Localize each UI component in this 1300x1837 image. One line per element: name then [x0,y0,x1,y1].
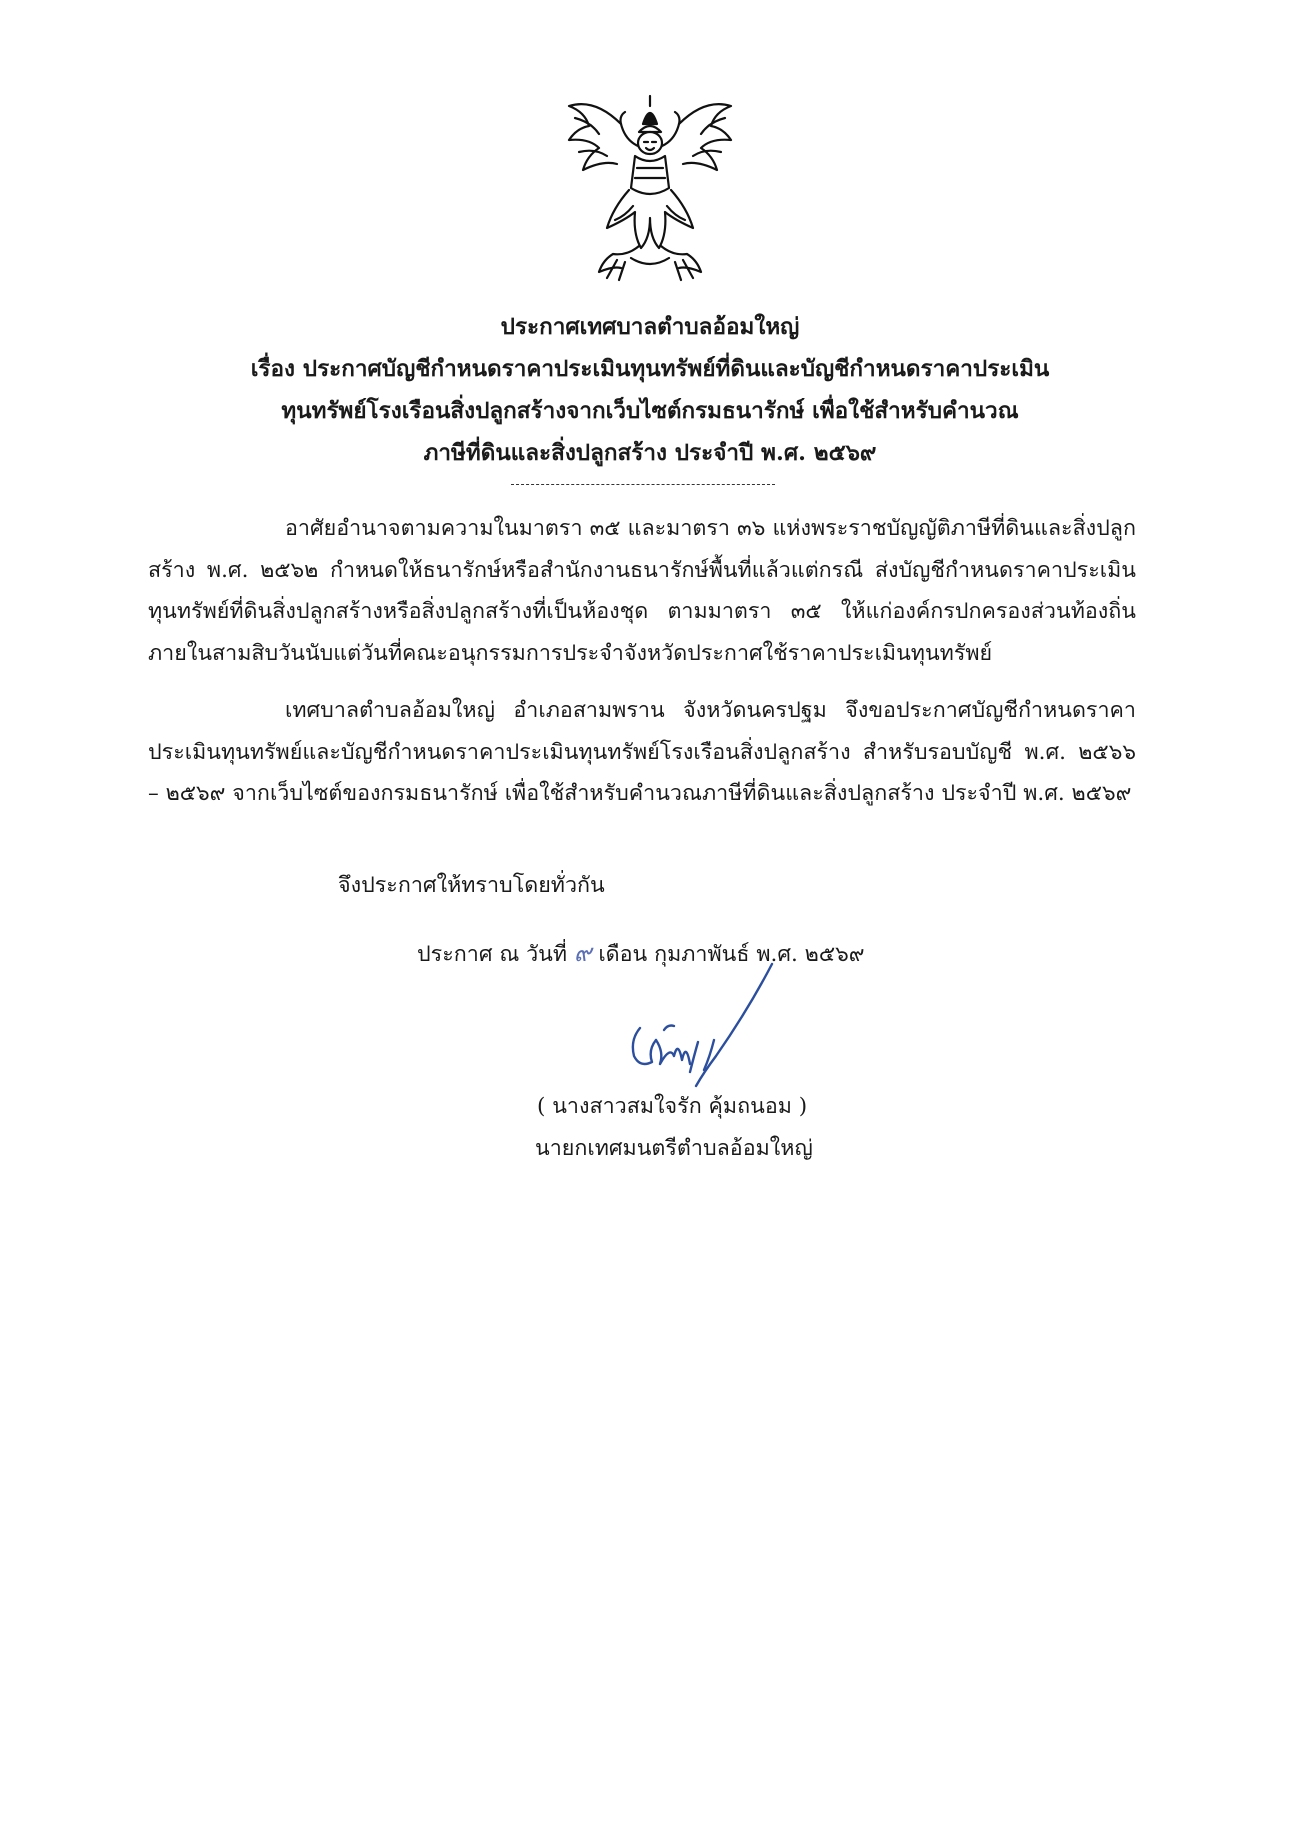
title-line-3: ทุนทรัพย์โรงเรือนสิ่งปลูกสร้างจากเว็บไซต์กรมธนารักษ์ เพื่อใช้สำหรับคำนวณ [281,398,1019,424]
date-day-handwritten: ๙ [573,939,592,967]
body-paragraph-2-text: เทศบาลตำบลอ้อมใหญ่ อำเภอสามพราน จังหวัดนครปฐม จึงขอประกาศบัญชีกำหนดราคาประเมินทุนทรัพย์และบัญชีกำหนดราคาประเมินทุนทรัพย์โรงเรือนสิ่งปลูกสร้าง สำหรับรอบบัญชี พ.ศ. ๒๕๖๖ – ๒๕๖๙ จากเว็บไซต์ของกรมธนารักษ์ เพื่อใช้สำหรับคำนวณภาษีที่ดินและสิ่งปลูกสร้าง ประจำปี พ.ศ. ๒๕๖๙ [148,698,1136,806]
garuda-emblem-icon [555,88,745,288]
handwritten-signature [620,960,780,1100]
date-prefix: ประกาศ ณ วันที่ [417,942,568,967]
closing-line: จึงประกาศให้ทราบโดยทั่วกัน [338,873,605,898]
title-line-4: ภาษีที่ดินและสิ่งปลูกสร้าง ประจำปี พ.ศ. ๒๕๖๙ [423,440,877,466]
signer-position: นายกเทศมนตรีตำบลอ้อมใหญ่ [535,1136,813,1161]
body-paragraph-1-text: อาศัยอำนาจตามความในมาตรา ๓๕ และมาตรา ๓๖ แห่งพระราชบัญญัติภาษีที่ดินและสิ่งปลูกสร้าง พ.ศ. ๒๕๖๒ กำหนดให้ธนารักษ์หรือสำนักงานธนารักษ์พื้นที่แล้วแต่กรณี ส่งบัญชีกำหนดราคาประเมินทุนทรัพย์ที่ดินสิ่งปลูกสร้างหรือสิ่งปลูกสร้างที่เป็นห้องชุด ตามมาตรา ๓๕ ให้แก่องค์กรปกครองส่วนท้องถิ่นภายในสามสิบวันนับแต่วันที่คณะอนุกรรมการประจำจังหวัดประกาศใช้ราคาประเมินทุนทรัพย์ [148,516,1136,666]
signer-name: ( นางสาวสมใจรัก คุ้มถนอม ) [537,1094,808,1119]
title-line-1: ประกาศเทศบาลตำบลอ้อมใหญ่ [500,314,800,340]
announcement-title [150,306,1150,474]
title-line-2: เรื่อง ประกาศบัญชีกำหนดราคาประเมินทุนทรัพย์ที่ดินและบัญชีกำหนดราคาประเมิน [250,356,1050,382]
title-divider [511,484,775,485]
date-month-year: เดือน กุมภาพันธ์ พ.ศ. ๒๕๖๙ [598,942,865,967]
body-paragraph-1 [148,508,1136,674]
body-paragraph-2 [148,690,1136,815]
